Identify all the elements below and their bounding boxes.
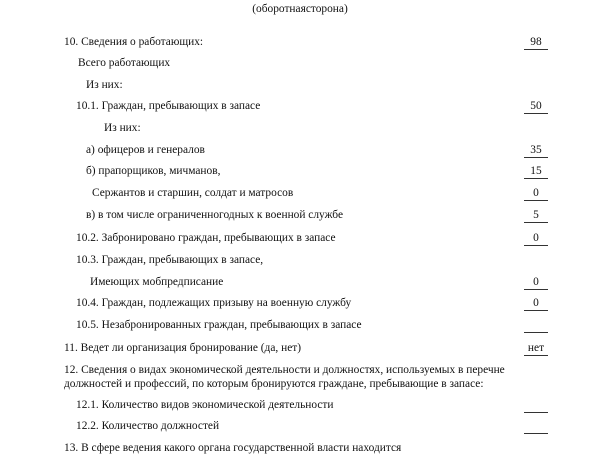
value-underline [524,355,548,356]
row-value: 98 [530,36,542,48]
row-label: Всего работающих [78,57,171,69]
row-label: а) офицеров и генералов [86,144,205,156]
row-label: 10.1. Граждан, пребывающих в запасе [76,100,261,112]
row-value: нет [527,342,545,354]
row-label: Сержантов и старшин, солдат и матросов [92,187,294,199]
row-total-workers [0,56,600,74]
row-label: 12.1. Количество видов экономической деятельности [76,399,334,411]
row-limited-fit [0,208,600,226]
row-officers [0,143,600,161]
row-label: 10.5. Незабронированных граждан, пребывающих в запасе [76,319,362,331]
value-underline [524,222,548,223]
row-label: 10.4. Граждан, подлежащих призыву на военную службу [76,297,352,309]
section-12-line-1: 12. Сведения о видах экономической деятельности и должностях, используемых в перечне [64,364,505,376]
value-underline [524,310,548,311]
value-underline [524,433,548,434]
row-label: 13. В сфере ведения какого органа государственной власти находится [64,442,402,454]
row-warrant-officers [0,164,600,182]
row-label: 10.3. Граждан, пребывающих в запасе, [76,254,264,266]
value-underline [524,113,548,114]
row-unreserved [0,318,600,336]
row-conscription [0,296,600,314]
value-underline [524,178,548,179]
row-of-them [0,78,600,96]
row-value: 35 [530,144,542,156]
row-label: Из них: [86,79,123,91]
row-reserve-mob [0,253,600,271]
row-value: 0 [533,187,539,199]
value-underline [524,49,548,50]
row-label: 12.2. Количество должностей [76,420,220,432]
row-value: 50 [530,100,542,112]
value-underline [524,200,548,201]
value-underline [524,412,548,413]
row-value: 0 [533,276,539,288]
page-side-caption: (оборотнаясторона) [252,3,348,15]
value-underline [524,157,548,158]
row-label: Имеющих мобпредписание [90,276,224,288]
section-12-line-2: должностей и профессий, по которым бронируются граждане, пребывающие в запасе: [64,378,484,390]
value-underline [524,245,548,246]
row-label: б) прапорщиков, мичманов, [86,165,221,177]
row-value: 0 [533,232,539,244]
row-workers-info [0,35,600,53]
row-label: 10.2. Забронировано граждан, пребывающих в запасе [76,232,336,244]
row-value: 5 [533,209,539,221]
row-sergeants [0,186,600,204]
row-reserve-citizens [0,99,600,117]
row-label: 10. Сведения о работающих: [64,36,204,48]
row-value: 0 [533,297,539,309]
row-authority [0,441,600,459]
row-of-them-2 [0,121,600,139]
row-activity-count [0,398,600,416]
value-underline [524,289,548,290]
row-label: Из них: [104,122,141,134]
row-mob-order [0,275,600,293]
row-position-count [0,419,600,437]
value-underline [524,332,548,333]
row-value: 15 [530,165,542,177]
row-reserved-citizens [0,231,600,249]
row-reservation-flag [0,341,600,359]
row-label: в) в том числе ограниченногодных к военной службе [86,209,344,221]
row-label: 11. Ведет ли организация бронирование (да, нет) [64,342,302,354]
